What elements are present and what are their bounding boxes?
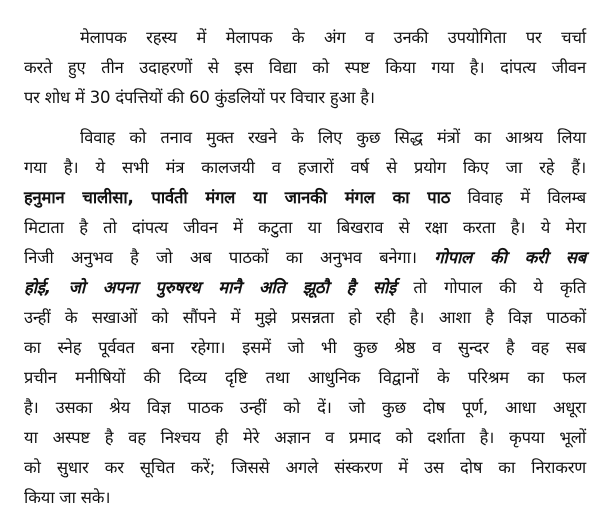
text-segment: निजी अनुभव है जो अब पाठकों का अनुभव बनेगा। [24,248,435,267]
paragraph-mantras [24,123,586,513]
text-line: का स्नेह पूर्ववत बना रहेगा। इसमें जो भी कुछ श्रेष्ठ व सुन्दर है वह सब [24,338,586,357]
text-line [24,243,586,273]
text-line: पर शोध में 30 दंपत्तियों की 60 कुंडलियों पर विचार हुआ है। [24,88,375,107]
quote-phrase: गोपाल की करी सब [434,248,586,267]
quote-phrase: होई, जो अपना पुरुषरथ मानै अति झूठौ है सोई [24,278,397,297]
text-line: किया जा सके। [24,488,111,507]
text-line: है। उसका श्रेय विज्ञ पाठक उन्हीं को दें। जो कुछ दोष पूर्ण, आधा अधूरा [24,398,586,417]
text-line: या अस्पष्ट है वह निश्चय ही मेरे अज्ञान व प्रमाद को दर्शाता है। कृपया भूलों [24,428,586,447]
text-line: विवाह को तनाव मुक्त रखने के लिए कुछ सिद्ध मंत्रों का आश्रय लिया [80,128,586,147]
text-line: उन्हीं के सखाओं को सौंपने में मुझे प्रसन्नता हो रही है। आशा है विज्ञ पाठकों [24,308,586,327]
text-segment: तो गोपाल की ये कृति [396,278,586,297]
paragraph-melapak [24,23,586,113]
text-line: गया है। ये सभी मंत्र कालजयी व हजारों वर्ष से प्रयोग किए जा रहे हैं। [24,158,586,177]
text-line [24,183,586,213]
text-line: प्रचीन मनीषियों की दिव्य दृष्टि तथा आधुनिक विद्वानों के परिश्रम का फल [24,368,586,387]
text-line: मेलापक रहस्य में मेलापक के अंग व उनकी उपयोगिता पर चर्चा [80,28,586,47]
bold-phrase: हनुमान चालीसा, पार्वती मंगल या जानकी मंगल का पाठ [24,188,451,207]
text-line [24,273,586,303]
text-segment: विवाह में विलम्ब [450,188,586,207]
text-line: करते हुए तीन उदाहरणों से इस विद्या को स्पष्ट किया गया है। दांपत्य जीवन [24,58,586,77]
text-line: को सुधार कर सूचित करें; जिससे अगले संस्करण में उस दोष का निराकरण [24,458,586,477]
text-line: मिटाता है तो दांपत्य जीवन में कटुता या बिखराव से रक्षा करता है। ये मेरा [24,218,586,237]
